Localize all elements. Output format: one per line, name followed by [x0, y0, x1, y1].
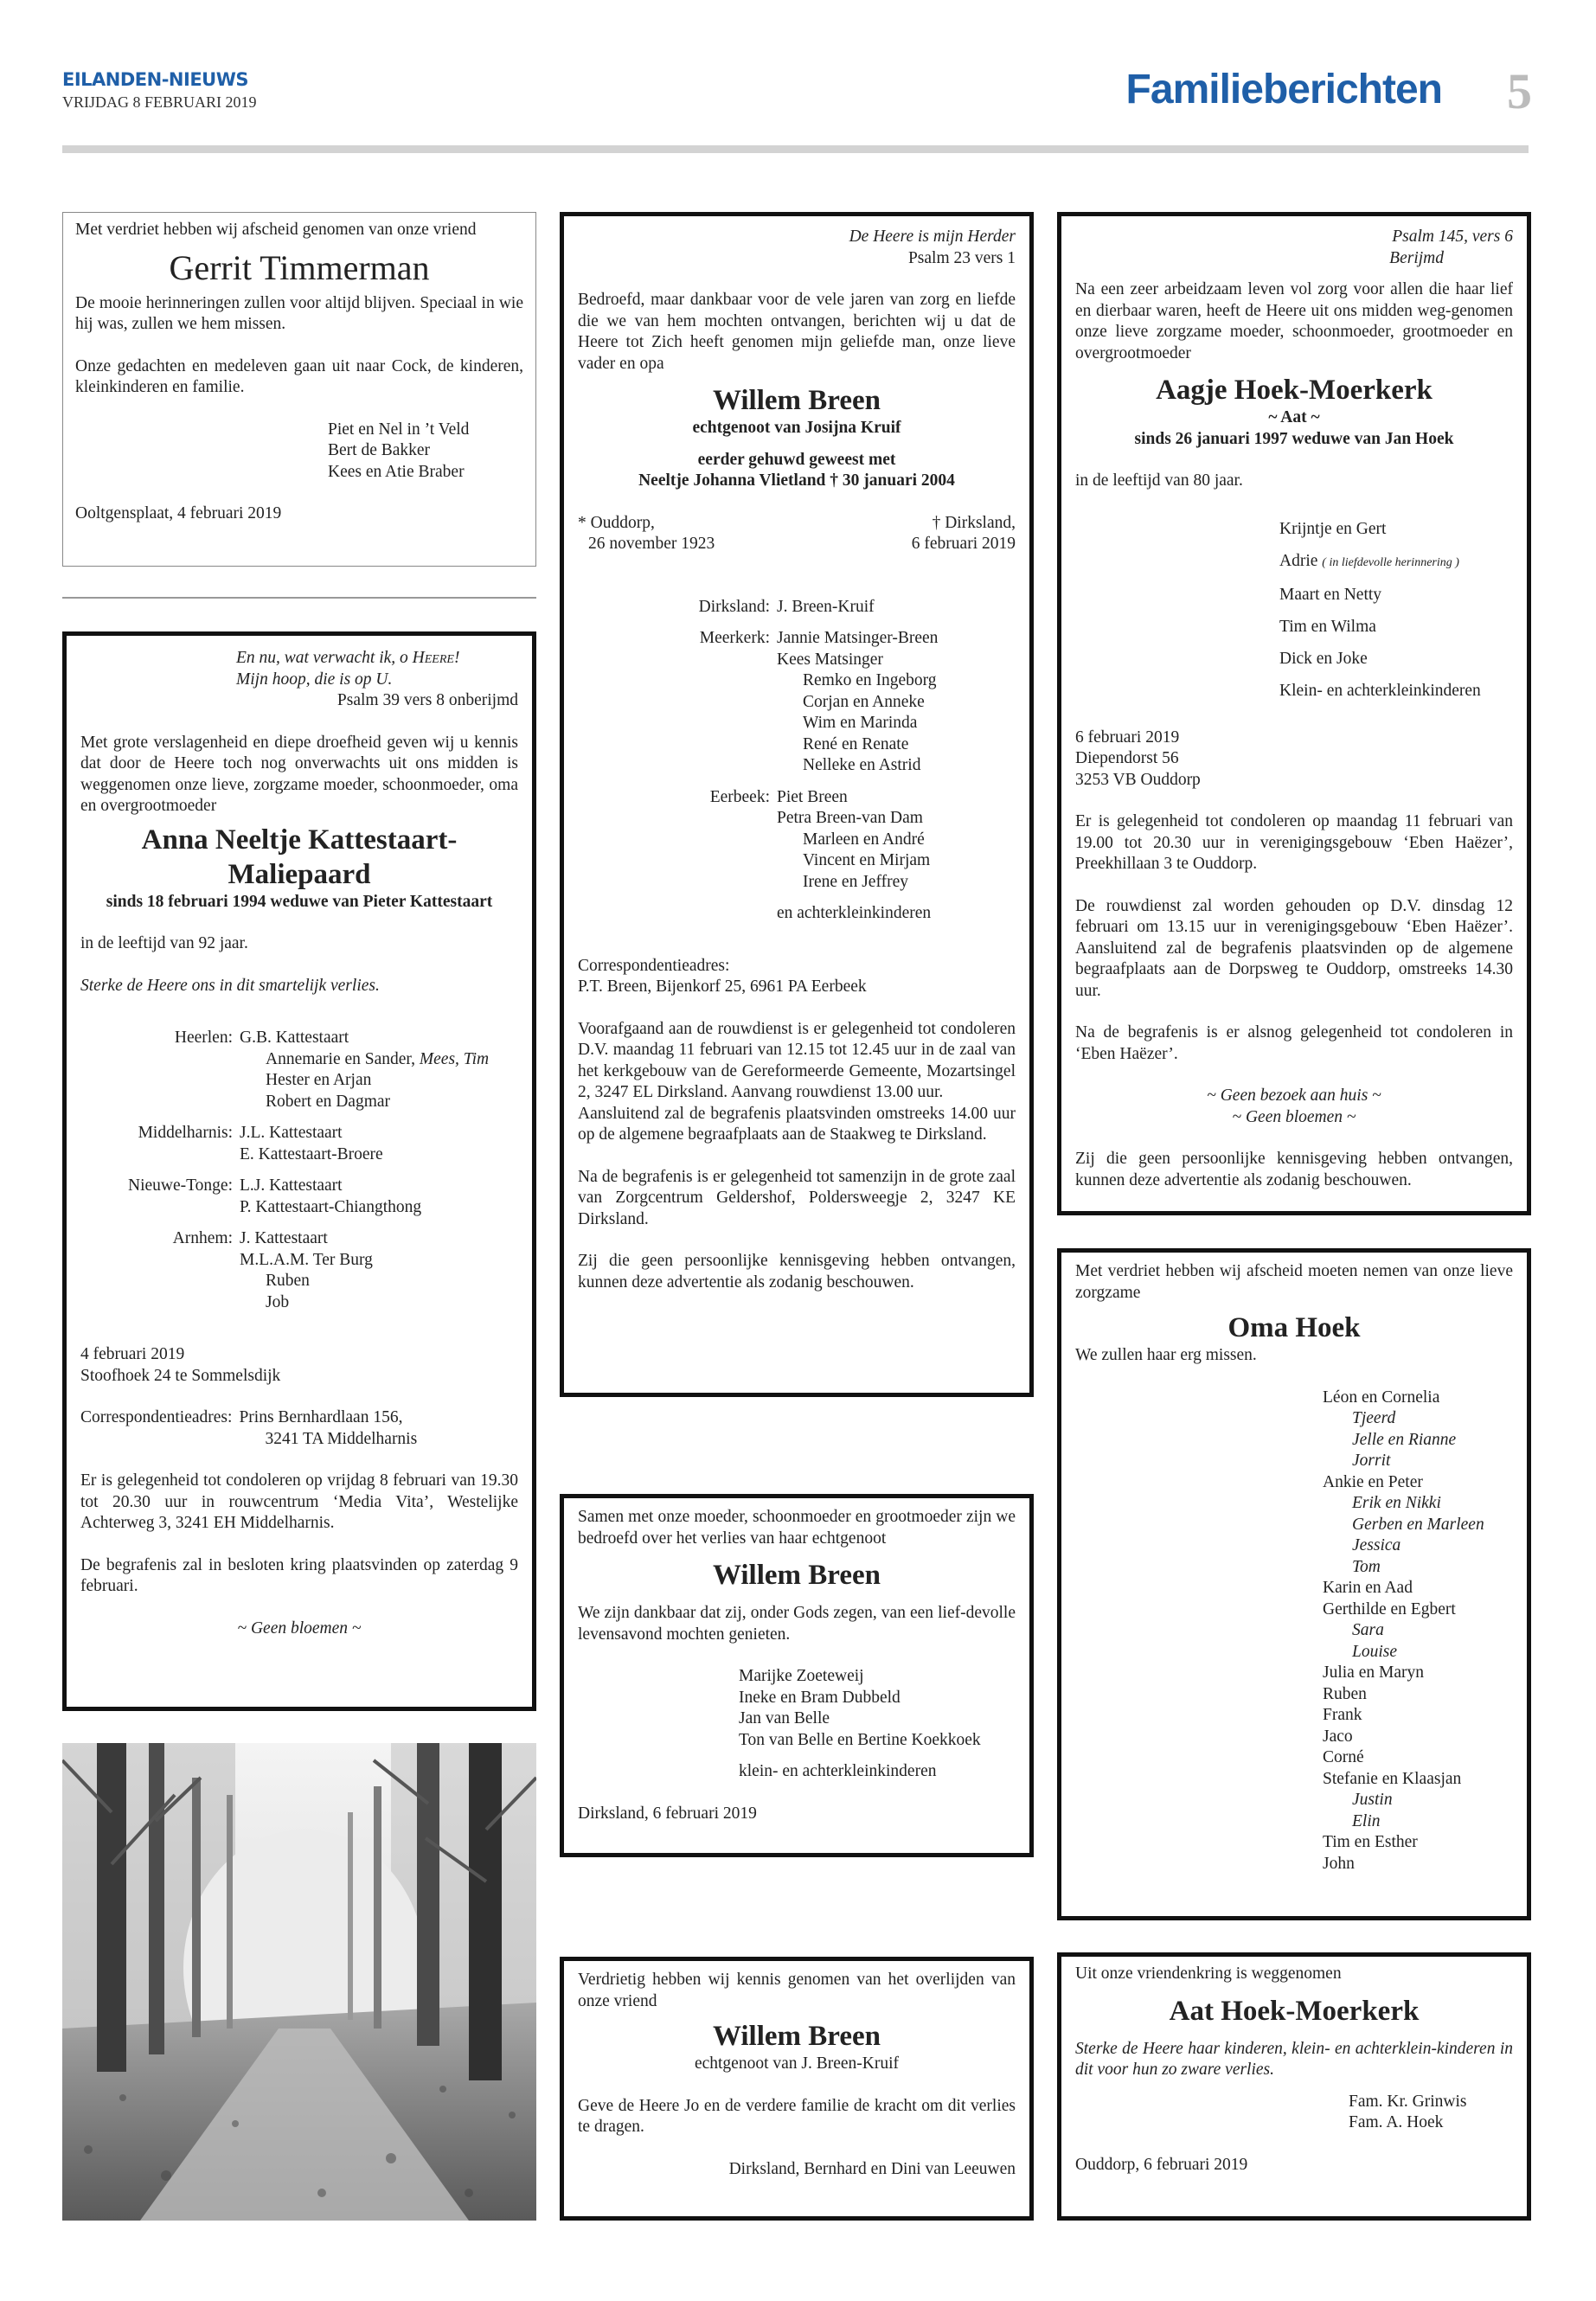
- willem1-sub1: echtgenoot van Josijna Kruif: [692, 419, 901, 437]
- notice-oma-hoek: [1057, 1248, 1531, 1920]
- aagje-closing1: ~ Geen bezoek aan huis ~: [1207, 1086, 1381, 1105]
- aagje-p4: Zij die geen persoonlijke kennisgeving hebben ontvangen, kunnen deze advertentie als zodanig beschouwen.: [1075, 1150, 1513, 1189]
- willem1-sub3: Neeltje Johanna Vlietland † 30 januari 2004: [638, 471, 955, 490]
- anna-quote: Sterke de Heere ons in dit smartelijk verlies.: [80, 976, 380, 995]
- willem1-corr-label: Correspondentieadres:: [578, 956, 730, 975]
- willem2-signer: Ineke en Bram Dubbeld: [739, 1688, 901, 1707]
- willem3-name: Willem Breen: [712, 2021, 881, 2052]
- gerrit-place: Ooltgensplaat, 4 februari 2019: [75, 504, 282, 522]
- willem2-grandchildren: klein- en achterkleinkinderen: [739, 1762, 937, 1780]
- oma-family-list: [1075, 1388, 1513, 1875]
- willem2-name: Willem Breen: [712, 1560, 881, 1591]
- oma-family-member: Ruben: [1323, 1684, 1367, 1703]
- notice-willem-breen-main: [560, 212, 1034, 1397]
- willem1-born-date: 26 november 1923: [588, 535, 715, 553]
- willem1-p3: Na de begrafenis is er gelegenheid tot samenzijn in de grote zaal van Zorgcentrum Geldershof, Poldersweegje 2, 3247 KE Dirksland.: [578, 1167, 1016, 1228]
- aagje-family: Krijntje en Gert Adrie ( in liefdevolle herinnering ) Maart en Netty Tim en Wilma Dick en Joke Klein- en achterkleinkinderen: [1279, 519, 1481, 700]
- willem1-dates: [578, 513, 1016, 555]
- aat-signer: Fam. Kr. Grinwis: [1349, 2092, 1467, 2111]
- oma-family-member: Karin en Aad: [1323, 1579, 1413, 1597]
- oma-family-member: Tjeerd: [1352, 1409, 1396, 1427]
- willem3-signers: Dirksland, Bernhard en Dini van Leeuwen: [728, 2159, 1016, 2178]
- anna-family-nieuwe-tonge: Nieuwe-Tonge: L.J. Kattestaart P. Kattestaart-Chiangthong: [127, 1176, 422, 1216]
- oma-family-member: Gerthilde en Egbert: [1323, 1599, 1456, 1618]
- oma-family-member: Tom: [1352, 1557, 1381, 1576]
- aagje-verse2: Berijmd: [1389, 248, 1444, 267]
- anna-family-arnhem: Arnhem: J. Kattestaart M.L.A.M. Ter Burg Ruben Job: [172, 1229, 373, 1311]
- willem1-intro: Bedroefd, maar dankbaar voor de vele jaren van zorg en liefde die we van hem mochten ontvangen, berichten wij u dat de Heere tot Zich heeft genomen mijn geliefde man, onze lieve vader en opa: [578, 291, 1016, 373]
- willem1-family-dirksland: Dirksland: J. Breen-Kruif: [698, 597, 875, 616]
- oma-p1: We zullen haar erg missen.: [1075, 1346, 1257, 1364]
- notice-gerrit-timmerman: [62, 212, 536, 567]
- willem2-signer: Jan van Belle: [739, 1709, 830, 1727]
- aat-signer: Fam. A. Hoek: [1349, 2113, 1444, 2131]
- willem2-p1: We zijn dankbaar dat zij, onder Gods zegen, van een lief-devolle levensavond mochten genieten.: [578, 1604, 1016, 1644]
- willem3-sub: echtgenoot van J. Breen-Kruif: [694, 2054, 900, 2073]
- gerrit-signer: Kees en Atie Braber: [328, 462, 465, 481]
- aagje-sub: sinds 26 januari 1997 weduwe van Jan Hoek: [1134, 429, 1454, 448]
- issue-date: VRIJDAG 8 FEBRUARI 2019: [62, 93, 257, 111]
- willem1-family-meerkerk: Meerkerk: Jannie Matsinger-Breen Kees Matsinger Remko en Ingeborg Corjan en Anneke Wim en Marinda René en Renate Nelleke en Astrid: [699, 629, 939, 774]
- oma-intro: Met verdriet hebben wij afscheid moeten nemen van onze lieve zorgzame: [1075, 1262, 1513, 1302]
- aagje-verse: Psalm 145, vers 6: [1392, 228, 1513, 246]
- anna-funeral: De begrafenis zal in besloten kring plaatsvinden op zaterdag 9 februari.: [80, 1555, 518, 1595]
- aagje-intro: Na een zeer arbeidzaam leven vol zorg voor allen die haar lief en dierbaar waren, heeft de Heere uit ons midden weg-genomen onze lieve zorgzame moeder, schoonmoeder, grootmoeder en overgrootmoeder: [1075, 280, 1513, 362]
- anna-family-heerlen: Heerlen: G.B. Kattestaart Annemarie en Sander, Mees, Tim Hester en Arjan Robert en Dagmar: [174, 1029, 490, 1111]
- notice-aat-hoek-moerkerk: [1057, 1952, 1531, 2221]
- oma-family-member: Elin: [1352, 1811, 1381, 1830]
- aagje-closing2: ~ Geen bloemen ~: [1232, 1107, 1356, 1126]
- willem1-verse-ref: Psalm 23 vers 1: [907, 248, 1016, 267]
- section-title: Familieberichten: [1125, 67, 1442, 112]
- willem1-p2: Aansluitend zal de begrafenis plaatsvinden omstreeks 14.00 uur op de algemene begraafplaats aan de Staakweg te Dirksland.: [578, 1104, 1016, 1144]
- anna-verse-2: Mijn hoop, die is op U.: [236, 670, 393, 689]
- willem2-signer: Ton van Belle en Bertine Koekkoek: [739, 1730, 981, 1749]
- oma-family-member: Justin: [1352, 1791, 1393, 1809]
- notice-willem-breen-family: [560, 1494, 1034, 1857]
- page-number: 5: [1507, 63, 1532, 119]
- aagje-p1: Er is gelegenheid tot condoleren op maandag 11 februari van 19.00 tot 20.30 uur in verenigingsgebouw ‘Eben Haëzer’, Preekhillaan 3 te Ouddorp.: [1075, 812, 1513, 873]
- oma-family-member: Jessica: [1352, 1536, 1401, 1554]
- oma-family-member: Ankie en Peter: [1323, 1472, 1423, 1491]
- notice-willem-breen-friends: [560, 1957, 1034, 2221]
- oma-family-member: Stefanie en Klaasjan: [1323, 1769, 1462, 1788]
- oma-family-member: Jaco: [1323, 1727, 1353, 1746]
- aagje-addr2: 3253 VB Ouddorp: [1075, 770, 1201, 789]
- forest-path-photo: [62, 1743, 536, 2221]
- oma-family-member: Tim en Esther: [1323, 1833, 1418, 1851]
- anna-address: Stoofhoek 24 te Sommelsdijk: [80, 1366, 281, 1385]
- gerrit-p2: Onze gedachten en medeleven gaan uit naar Cock, de kinderen, kleinkinderen en familie.: [75, 356, 523, 396]
- willem1-name: Willem Breen: [712, 385, 881, 416]
- oma-family-member: Frank: [1323, 1706, 1362, 1724]
- willem1-died-date: 6 februari 2019: [911, 535, 1016, 553]
- anna-age: in de leeftijd van 92 jaar.: [80, 934, 248, 952]
- column-divider: [62, 597, 536, 599]
- aat-place: Ouddorp, 6 februari 2019: [1075, 2155, 1248, 2174]
- oma-family-member: Julia en Maryn: [1323, 1663, 1424, 1682]
- header-rule: [62, 145, 1529, 153]
- masthead: [62, 69, 257, 112]
- anna-family-middelharnis: Middelharnis: J.L. Kattestaart E. Kattestaart-Broere: [138, 1124, 383, 1163]
- willem1-p4: Zij die geen persoonlijke kennisgeving hebben ontvangen, kunnen deze advertentie als zodanig beschouwen.: [578, 1252, 1016, 1292]
- oma-family-member: Jelle en Rianne: [1352, 1430, 1457, 1449]
- willem1-sub2: eerder gehuwd geweest met: [697, 450, 896, 469]
- willem1-born-place: * Ouddorp,: [578, 513, 655, 532]
- aat-name: Aat Hoek-Moerkerk: [1169, 1995, 1420, 2027]
- willem3-p1: Geve de Heere Jo en de verdere familie de kracht om dit verlies te dragen.: [578, 2096, 1016, 2136]
- aagje-date: 6 februari 2019: [1075, 727, 1180, 747]
- oma-family-member: Jorrit: [1352, 1452, 1391, 1470]
- oma-family-member: Léon en Cornelia: [1323, 1388, 1440, 1407]
- aagje-p3: Na de begrafenis is er alsnog gelegenheid tot condoleren in ‘Eben Haëzer’.: [1075, 1023, 1513, 1063]
- gerrit-name: Gerrit Timmerman: [169, 247, 430, 287]
- willem1-grandchildren: en achterkleinkinderen: [777, 904, 932, 922]
- anna-intro: Met grote verslagenheid en diepe droefheid geven wij u kennis dat door de Heere toch nog onverwachts uit ons midden is weggenomen onze lieve, zorgzame moeder, schoonmoeder, oma en overgrootmoeder: [80, 733, 518, 815]
- willem2-intro: Samen met onze moeder, schoonmoeder en grootmoeder zijn we bedroefd over het verlies van haar echtgenoot: [578, 1508, 1016, 1548]
- willem1-p1: Voorafgaand aan de rouwdienst is er gelegenheid tot condoleren D.V. maandag 11 februari van 12.15 tot 12.45 uur in de zaal van het kerkgebouw van de Gereformeerde Gemeente, Mozartsingel 2, 3247 EL Dirksland. Aanvang rouwdienst 13.00 uur.: [578, 1019, 1016, 1101]
- aagje-addr1: Diependorst 56: [1075, 749, 1179, 767]
- anna-correspondence: Correspondentieadres: Prins Bernhardlaan 156, 3241 TA Middelharnis: [80, 1408, 418, 1448]
- oma-family-member: John: [1323, 1854, 1355, 1873]
- aat-intro: Uit onze vriendenkring is weggenomen: [1075, 1965, 1342, 1983]
- willem3-intro: Verdrietig hebben wij kennis genomen van het overlijden van onze vriend: [578, 1971, 1016, 2010]
- oma-family-member: Erik en Nikki: [1352, 1494, 1441, 1512]
- oma-family-member: Gerben en Marleen: [1352, 1515, 1484, 1534]
- gerrit-p1: De mooie herinneringen zullen voor altijd blijven. Speciaal in wie hij was, zullen we hem missen.: [75, 293, 523, 333]
- aagje-p2: De rouwdienst zal worden gehouden op D.V. dinsdag 12 februari om 13.15 uur in verenigingsgebouw ‘Eben Haëzer’. Aansluitend zal de begrafenis plaatsvinden op de algemene begraafplaats aan de Dorpsweg te Ouddorp, omstreeks 14.30 uur.: [1075, 896, 1513, 1000]
- willem1-verse: De Heere is mijn Herder: [849, 228, 1016, 246]
- aagje-nick: ~ Aat ~: [1268, 408, 1320, 426]
- willem1-family-eerbeek: Eerbeek: Piet Breen Petra Breen-van Dam Marleen en André Vincent en Mirjam Irene en Jeffrey: [709, 787, 931, 891]
- newspaper-logo: EILANDEN-NIEUWS: [62, 69, 249, 90]
- willem1-corr: P.T. Breen, Bijenkorf 25, 6961 PA Eerbeek: [578, 977, 867, 996]
- anna-date: 4 februari 2019: [80, 1345, 185, 1363]
- oma-family-member: Sara: [1352, 1621, 1384, 1639]
- aagje-age: in de leeftijd van 80 jaar.: [1075, 471, 1243, 490]
- gerrit-signer: Piet en Nel in ’t Veld: [328, 420, 470, 439]
- oma-family-member: Corné: [1323, 1748, 1364, 1766]
- gerrit-signer: Bert de Bakker: [328, 441, 431, 459]
- gerrit-intro: Met verdriet hebben wij afscheid genomen van onze vriend: [75, 221, 477, 239]
- anna-sub: sinds 18 februari 1994 weduwe van Pieter Kattestaart: [106, 892, 493, 911]
- willem1-died-place: † Dirksland,: [932, 513, 1016, 532]
- willem2-place: Dirksland, 6 februari 2019: [578, 1804, 757, 1823]
- anna-name: Anna Neeltje Kattestaart-Maliepaard: [141, 824, 458, 890]
- anna-verse-1: En nu, wat verwacht ik, o Heere!: [236, 649, 460, 667]
- notice-anna-kattestaart: [62, 631, 536, 1711]
- willem2-signer: Marijke Zoeteweij: [739, 1667, 864, 1685]
- oma-family-member: Louise: [1352, 1642, 1398, 1661]
- notice-aagje-hoek-moerkerk: [1057, 212, 1531, 1215]
- anna-verse-ref: Psalm 39 vers 8 onberijmd: [337, 691, 518, 709]
- aat-quote: Sterke de Heere haar kinderen, klein- en achterklein-kinderen in dit voor hun zo zware verlies.: [1075, 2039, 1513, 2079]
- aagje-name: Aagje Hoek-Moerkerk: [1156, 375, 1433, 406]
- anna-closing: ~ Geen bloemen ~: [237, 1618, 362, 1638]
- oma-name: Oma Hoek: [1227, 1312, 1361, 1343]
- anna-condolence: Er is gelegenheid tot condoleren op vrijdag 8 februari van 19.30 tot 20.30 uur in rouwcentrum ‘Media Vita’, Westelijke Achterweg 3, 3241 EH Middelharnis.: [80, 1471, 518, 1532]
